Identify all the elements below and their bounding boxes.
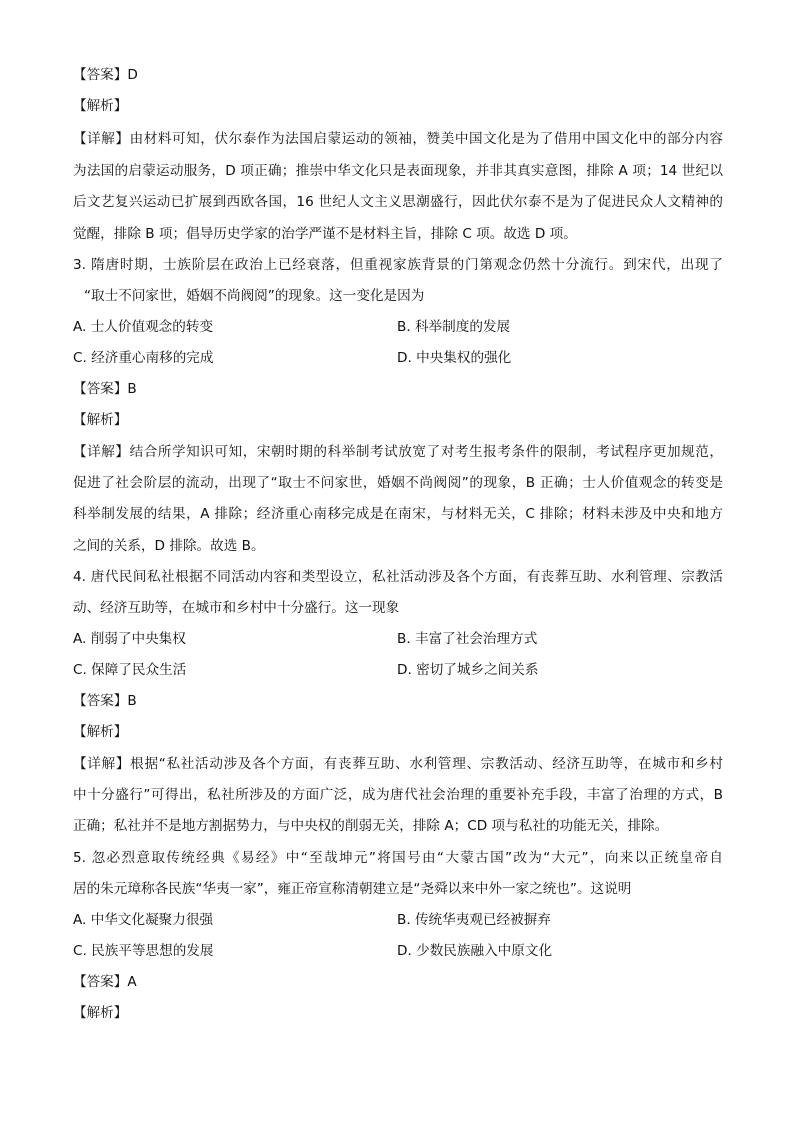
question-4-stem: 动、经济互助等，在城市和乡村中十分盛行。这一现象	[73, 600, 400, 616]
explanation-line: 正确；私社并不是地方割据势力，与中央权的削弱无关，排除 A；CD 项与私社的功能无关，排除。	[73, 818, 669, 834]
analysis-label: 【解析】	[73, 98, 128, 114]
answer-label: 【答案】B	[73, 693, 137, 709]
explanation-line: 后文艺复兴运动已扩展到西欧各国，16 世纪人文主义思潮盛行，因此伏尔泰不是为了促进民众人文精神的	[73, 194, 723, 210]
explanation-line: 促进了社会阶层的流动，出现了“取士不问家世，婚姻不尚阀阅”的现象，B 正确；士人价值观念的转变是	[73, 475, 723, 491]
option-d: D. 密切了城乡之间关系	[397, 662, 539, 678]
option-a: A. 削弱了中央集权	[73, 631, 186, 647]
option-c: C. 保障了民众生活	[73, 662, 187, 678]
answer-label: 【答案】A	[73, 974, 137, 990]
answer-label: 【答案】D	[73, 67, 138, 83]
answer-label: 【答案】B	[73, 381, 137, 397]
explanation-line: 【详解】由材料可知，伏尔泰作为法国启蒙运动的领袖，赞美中国文化是为了借用中国文化中的部分内容	[73, 131, 723, 147]
question-3-stem: 3. 隋唐时期，士族阶层在政治上已经衰落，但重视家族背景的门第观念仍然十分流行。到宋代，出现了	[73, 257, 723, 273]
question-3-stem: “取士不问家世，婚姻不尚阀阅”的现象。这一变化是因为	[84, 288, 425, 304]
explanation-line: 之间的关系，D 排除。故选 B。	[73, 538, 265, 554]
option-d: D. 少数民族融入中原文化	[397, 943, 553, 959]
explanation-line: 【详解】结合所学知识可知，宋朝时期的科举制考试放宽了对考生报考条件的限制，考试程序更加规范，	[73, 444, 723, 460]
question-5-stem: 居的朱元璋称各民族“华夷一家”，雍正帝宣称清朝建立是“尧舜以来中外一家之统也”。这说明	[73, 881, 632, 897]
explanation-line: 科举制发展的结果，A 排除；经济重心南移完成是在南宋，与材料无关，C 排除；材料未涉及中央和地方	[73, 506, 723, 522]
analysis-label: 【解析】	[73, 412, 128, 428]
option-c: C. 民族平等思想的发展	[73, 943, 214, 959]
explanation-line: 为法国的启蒙运动服务，D 项正确；推崇中华文化只是表面现象，并非其真实意图，排除 A 项；14 世纪以	[73, 163, 723, 179]
option-b: B. 科举制度的发展	[397, 319, 511, 335]
question-4-stem: 4. 唐代民间私社根据不同活动内容和类型设立，私社活动涉及各个方面，有丧葬互助、水利管理、宗教活	[73, 569, 723, 585]
explanation-line: 中十分盛行”可得出，私社所涉及的方面广泛，成为唐代社会治理的重要补充手段，丰富了治理的方式，B	[73, 787, 723, 803]
question-5-stem: 5. 忽必烈意取传统经典《易经》中“至哉坤元”将国号由“大蒙古国”改为“大元”，向来以正统皇帝自	[73, 850, 723, 866]
explanation-line: 【详解】根据“私社活动涉及各个方面，有丧葬互助、水利管理、宗教活动、经济互助等，在城市和乡村	[73, 756, 723, 772]
option-b: B. 丰富了社会治理方式	[397, 631, 538, 647]
option-b: B. 传统华夷观已经被摒弃	[397, 912, 551, 928]
option-c: C. 经济重心南移的完成	[73, 350, 214, 366]
analysis-label: 【解析】	[73, 1005, 128, 1021]
option-a: A. 中华文化凝聚力很强	[73, 912, 214, 928]
explanation-line: 觉醒，排除 B 项；倡导历史学家的治学严谨不是材料主旨，排除 C 项。故选 D 项。	[73, 226, 577, 242]
option-d: D. 中央集权的强化	[397, 350, 512, 366]
option-a: A. 士人价值观念的转变	[73, 319, 214, 335]
analysis-label: 【解析】	[73, 724, 128, 740]
